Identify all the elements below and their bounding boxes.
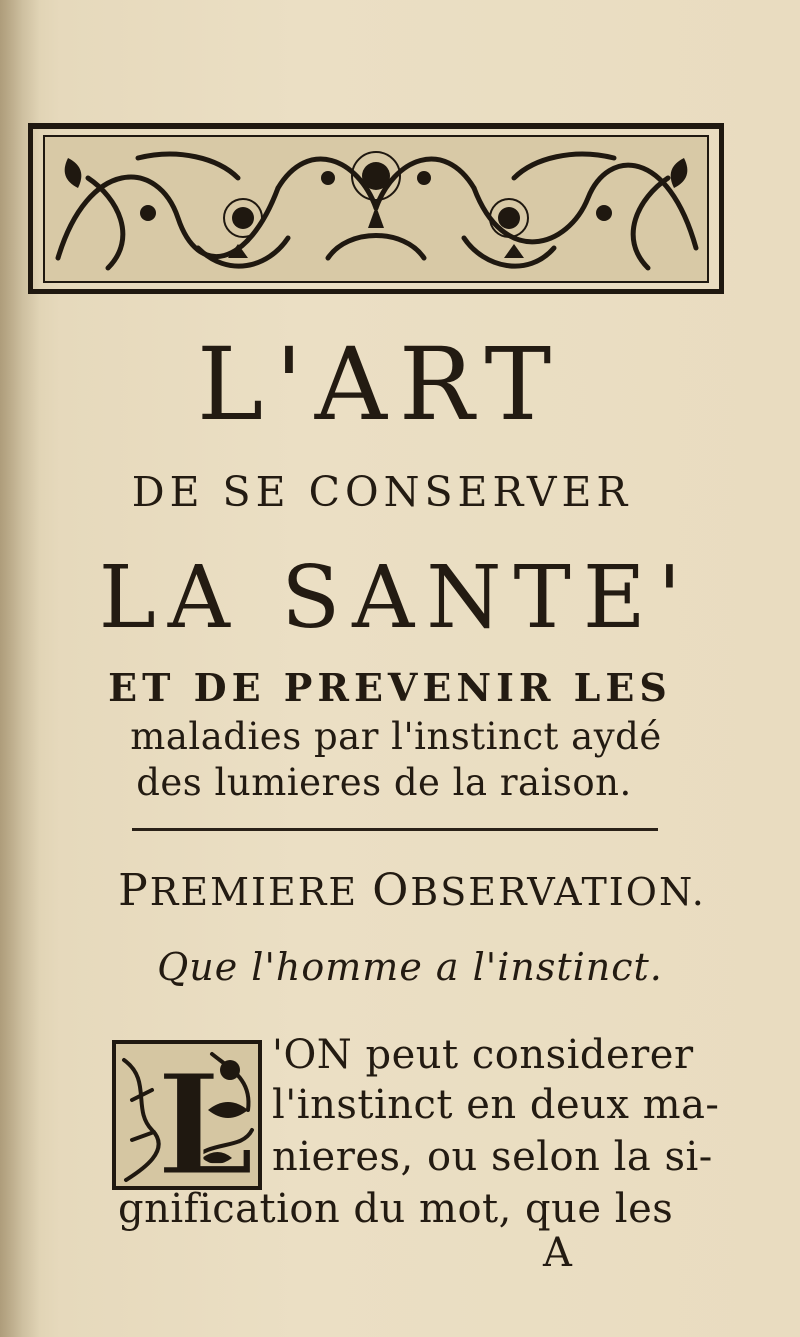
section-initial-2: O	[372, 865, 411, 916]
title-line-3: LA SANTE'	[98, 548, 694, 648]
chapter-heading: Que l'homme a l'instinct.	[157, 945, 663, 989]
title-line-1: L'ART	[196, 326, 564, 443]
body-line-1-text: peut considerer	[352, 1032, 694, 1078]
section-heading	[12, 866, 800, 917]
title-line-6: des lumieres de la raison.	[136, 761, 632, 804]
title-line-2: DE SE CONSERVER	[131, 468, 633, 516]
section-initial-1: P	[118, 865, 150, 916]
body-line-1-capitals: 'ON	[272, 1032, 353, 1078]
decorated-drop-capital	[112, 1040, 262, 1190]
floral-headpiece-ornament	[28, 118, 724, 294]
section-text-1: REMIERE	[149, 870, 373, 914]
section-text-2: BSERVATION.	[410, 870, 706, 914]
body-line-1	[272, 1030, 694, 1080]
horizontal-rule	[132, 828, 658, 831]
catchword-signature: A	[543, 1230, 572, 1276]
body-line-3: nieres, ou selon la si-	[272, 1134, 713, 1180]
body-line-4: gnification du mot, que les	[118, 1186, 674, 1232]
title-line-4: ET DE PREVENIR LES	[108, 665, 672, 710]
title-line-5: maladies par l'instinct aydé	[130, 715, 662, 758]
body-line-2: l'instinct en deux ma-	[272, 1082, 720, 1128]
drop-capital-letter: L	[156, 1044, 255, 1190]
